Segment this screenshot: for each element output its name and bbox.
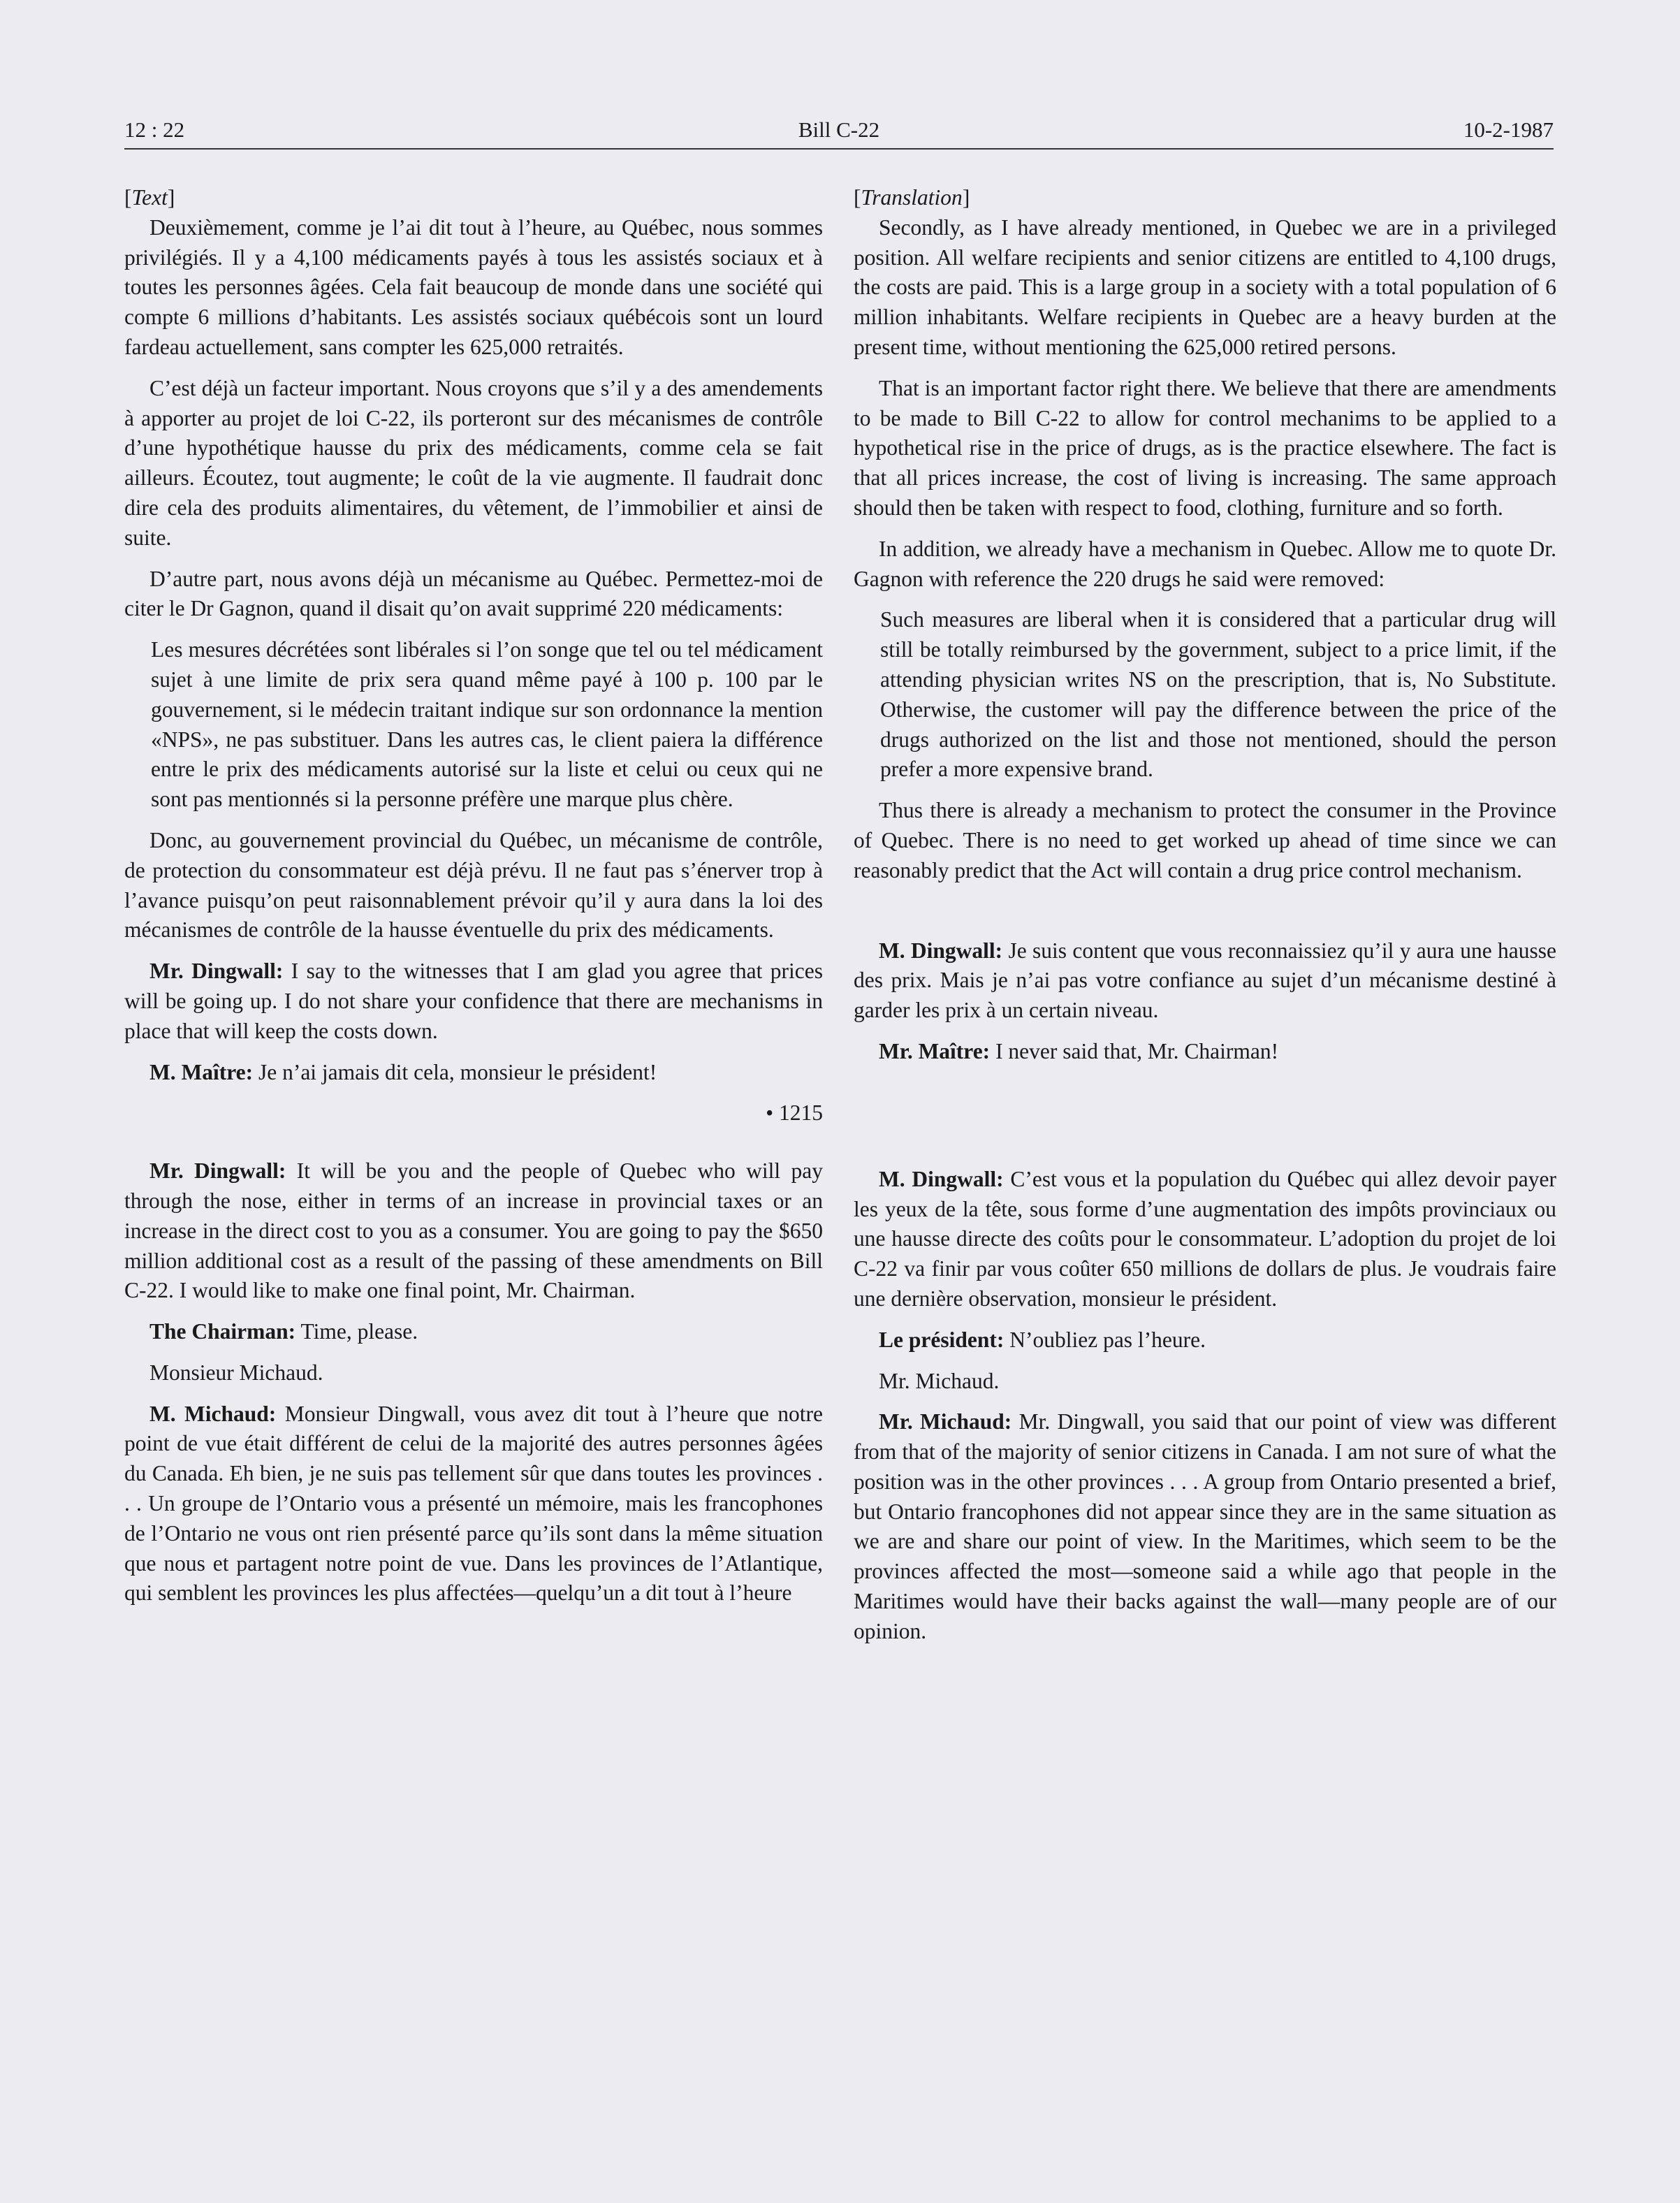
speaker-name: The Chairman: — [149, 1319, 296, 1344]
speaker-statement: M. Dingwall: C’est vous et la population du Québec qui allez devoir payer les yeux de la tête, sous forme d’une augmentation des impôts provinciaux ou une hausse directe des coûts pour le consommateur. L’adoption du projet de loi C-22 va finir par vous coûter 650 millions de dollars de plus. Je voudrais faire une dernière observation, monsieur le président. — [854, 1166, 1556, 1311]
page-number: 12 : 22 — [124, 117, 185, 142]
paragraph: That is an important factor right there. We believe that there are amendments to be made to Bill C-22 to allow for control mechanims to be applied to a hypothetical rise in the price of drugs, as is the practice elsewhere. The fact is that all prices increase, the cost of living is increasing. The same approach should then be taken with respect to food, clothing, furniture and so forth. — [854, 375, 1556, 520]
speaker-statement: Mr. Michaud: Mr. Dingwall, you said that our point of view was different from that of the majority of senior citizens in Canada. I am not sure of what the position was in the other provinces . . . A group from Ontario presented a brief, but Ontario francophones did not appear since they are in the same situation as we are and share our point of view. In the Maritimes, which seem to be the provinces affected the most—someone said a while ago that people in the Maritimes would have their backs against the wall—many people are of our opinion. — [854, 1409, 1556, 1643]
paragraph: In addition, we already have a mechanism in Quebec. Allow me to quote Dr. Gagnon with reference the 220 drugs he said were removed: — [854, 536, 1556, 591]
speaker-name: Mr. Dingwall: — [149, 1158, 286, 1184]
speaker-name: M. Dingwall: — [879, 938, 1003, 963]
column-heading: [Translation] — [854, 185, 970, 210]
speaker-name: Mr. Dingwall: — [149, 959, 284, 984]
speaker-statement: The Chairman: Time, please. — [149, 1319, 418, 1344]
speaker-statement: M. Dingwall: Je suis content que vous reconnaissiez qu’il y aura une hausse des prix. Mais je n’ai pas votre confiance au sujet d’un mécanisme destiné à garder les prix à un certain niveau. — [854, 938, 1557, 1023]
speaker-name: Le président: — [879, 1327, 1005, 1352]
page-date: 10-2-1987 — [1463, 117, 1554, 142]
block-quote: Les mesures décrétées sont libérales si l’on songe que tel ou tel médicament sujet à une limite de prix sera quand même payé à 100 p. 100 par le gouvernement, si le médecin traitant indique sur son ordonnance la mention «NPS», ne pas substituer. Dans les autres cas, le client paiera la différence entre le prix des médicaments autorisé sur la liste et celui ou ceux qui ne sont pas mentionnés si la personne préfère une marque plus chère. — [151, 637, 823, 812]
bill-title: Bill C-22 — [798, 117, 880, 142]
paragraph: D’autre part, nous avons déjà un mécanisme au Québec. Permettez-moi de citer le Dr Gagnon, quand il disait qu’on avait supprimé 220 médicaments: — [124, 566, 823, 621]
paragraph: Deuxièmement, comme je l’ai dit tout à l’heure, au Québec, nous sommes privilégiés. Il y a 4,100 médicaments payés à tous les assistés sociaux et à toutes les personnes âgées. Cela fait beaucoup de monde dans une société qui compte 6 millions d’habitants. Les assistés sociaux québécois sont un lourd fardeau actuellement, sans compter les 625,000 retraités. — [124, 215, 823, 359]
paragraph: Mr. Michaud. — [879, 1368, 1000, 1393]
column-heading: [Text] — [124, 185, 175, 210]
speaker-statement: Mr. Dingwall: It will be you and the people of Quebec who will pay through the nose, either in terms of an increase in provincial taxes or an increase in the direct cost to you as a consumer. You are going to pay the $650 million additional cost as a result of the passing of these amendments on Bill C-22. I would like to make one final point, Mr. Chairman. — [124, 1158, 824, 1303]
speaker-name: Mr. Maître: — [879, 1038, 991, 1063]
speaker-statement: M. Maître: Je n’ai jamais dit cela, monsieur le président! — [149, 1059, 657, 1084]
english-column — [854, 183, 1556, 1658]
block-quote: Such measures are liberal when it is considered that a particular drug will still be totally reimbursed by the government, subject to a price limit, if the attending physician writes NS on the prescription, that is, No Substitute. Otherwise, the customer will pay the difference between the price of the drugs authorized on the list and those not mentioned, should the person prefer a more expensive brand. — [880, 607, 1556, 782]
paragraph: Thus there is already a mechanism to protect the consumer in the Province of Quebec. There is no need to get worked up ahead of time since we can reasonably predict that the Act will contain a drug price control mechanism. — [854, 798, 1556, 882]
french-column — [124, 183, 823, 1620]
speaker-statement: M. Michaud: Monsieur Dingwall, vous avez dit tout à l’heure que notre point de vue était différent de celui de la majorité des autres personnes âgées du Canada. Eh bien, je ne suis pas tellement sûr que dans toutes les provinces . . . Un groupe de l’Ontario vous a présenté un mémoire, mais les francophones de l’Ontario ne vous ont rien présenté parce qu’ils sont dans la même situation que nous et partagent notre point de vue. Dans les provinces de l’Atlantique, qui semblent les provinces les plus affectées—quelqu’un a dit tout à l’heure — [124, 1401, 824, 1606]
speaker-statement: Mr. Maître: I never said that, Mr. Chairman! — [879, 1038, 1279, 1063]
header-rule — [124, 148, 1554, 150]
speaker-name: Mr. Michaud: — [879, 1409, 1012, 1434]
speaker-name: M. Michaud: — [149, 1401, 277, 1426]
paragraph: Monsieur Michaud. — [149, 1360, 323, 1385]
page-header — [124, 112, 1554, 154]
speaker-name: M. Dingwall: — [879, 1166, 1004, 1191]
speaker-statement: Mr. Dingwall: I say to the witnesses that I am glad you agree that prices will be going up. I do not share your confidence that there are mechanisms in place that will keep the costs down. — [124, 959, 824, 1043]
speaker-statement: Le président: N’oubliez pas l’heure. — [879, 1327, 1206, 1352]
time-marker: • 1215 — [766, 1100, 823, 1126]
paragraph: Donc, au gouvernement provincial du Québec, un mécanisme de contrôle, de protection du consommateur est déjà prévu. Il ne faut pas s’énerver trop à l’avance puisqu’on peut raisonnablement prévoir qu’il y aura dans la loi des mécanismes de contrôle de la hausse éventuelle du prix des médicaments. — [124, 827, 823, 943]
speaker-name: M. Maître: — [149, 1059, 254, 1084]
paragraph: C’est déjà un facteur important. Nous croyons que s’il y a des amendements à apporter au projet de loi C-22, ils porteront sur des mécanismes de contrôle d’une hypothétique hausse du prix des médicaments, comme cela se fait ailleurs. Écoutez, tout augmente; le coût de la vie augmente. Il faudrait donc dire cela des produits alimentaires, du vêtement, de l’immobilier et ainsi de suite. — [124, 375, 823, 550]
paragraph: Secondly, as I have already mentioned, in Quebec we are in a privileged position. All welfare recipients and senior citizens are entitled to 4,100 drugs, the costs are paid. This is a large group in a society with a total population of 6 million inhabitants. Welfare recipients in Quebec are a heavy burden at the present time, without mentioning the 625,000 retired persons. — [854, 215, 1556, 359]
